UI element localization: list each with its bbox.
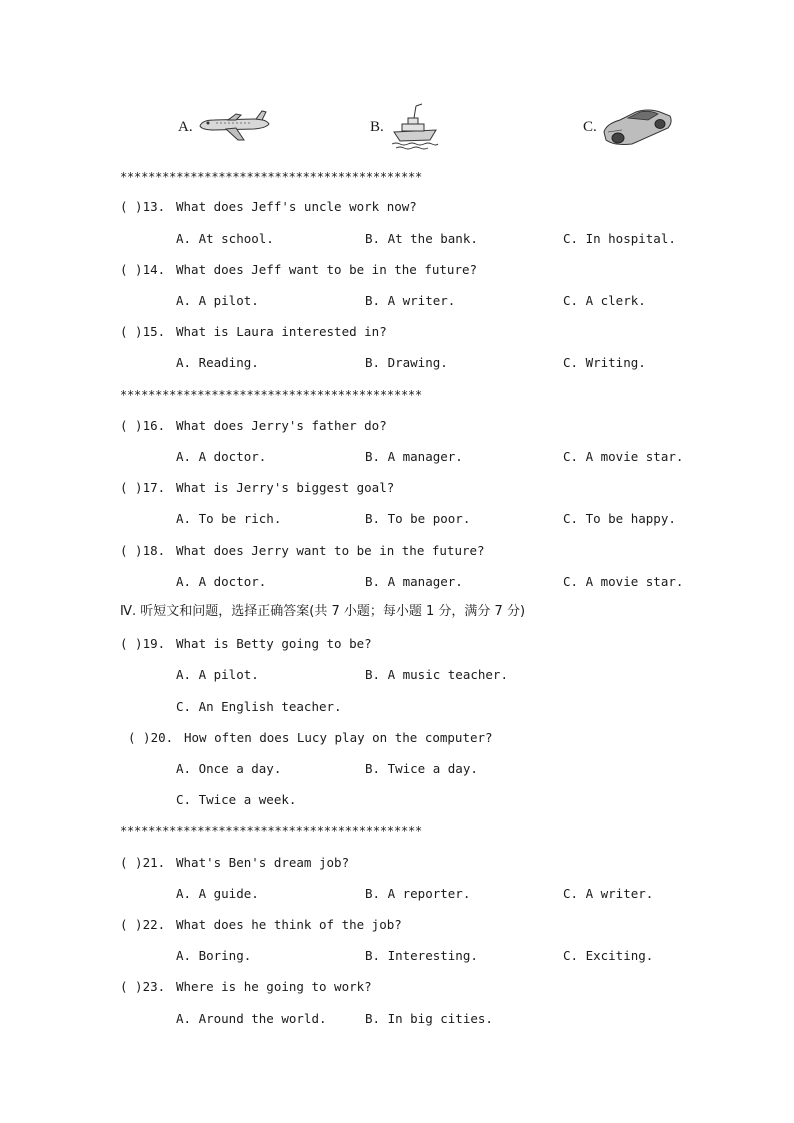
option-c: C. A movie star.: [563, 574, 684, 589]
question-text: What does he think of the job?: [176, 917, 402, 932]
question-text: What does Jerry's father do?: [176, 418, 387, 433]
option-c-label: C.: [583, 119, 597, 135]
option-c: C. Exciting.: [563, 948, 654, 963]
option-b: B. To be poor.: [365, 511, 471, 526]
option-c: C. To be happy.: [563, 511, 676, 526]
option-c: C. In hospital.: [563, 231, 676, 246]
option-a: A. A pilot.: [176, 293, 259, 308]
option-c: C. A movie star.: [563, 449, 684, 464]
option-a: A. A pilot.: [176, 667, 259, 682]
question-text: What does Jerry want to be in the future?: [176, 543, 485, 558]
option-b: B. In big cities.: [365, 1011, 493, 1026]
option-b: B. A manager.: [365, 574, 463, 589]
separator-stars: *******************************************: [120, 170, 423, 184]
question-text: What's Ben's dream job?: [176, 855, 350, 870]
airplane-icon: [196, 108, 272, 142]
option-b: B. Interesting.: [365, 948, 478, 963]
question-text: Where is he going to work?: [176, 979, 372, 994]
option-c: C. A clerk.: [563, 293, 646, 308]
answer-blank[interactable]: ( )21.: [120, 855, 166, 870]
option-a: A. A guide.: [176, 886, 259, 901]
option-b: B. At the bank.: [365, 231, 478, 246]
question-text: What does Jeff's uncle work now?: [176, 199, 417, 214]
option-a: A. A doctor.: [176, 449, 267, 464]
separator-stars: *******************************************: [120, 388, 423, 402]
option-b: B. A reporter.: [365, 886, 471, 901]
option-a: A. A doctor.: [176, 574, 267, 589]
section-title: Ⅳ. 听短文和问题，选择正确答案(共 7 小题；每小题 1 分，满分 7 分): [120, 604, 526, 619]
answer-blank[interactable]: ( )15.: [120, 324, 166, 339]
option-c: C. A writer.: [563, 886, 654, 901]
option-a: A. Around the world.: [176, 1011, 327, 1026]
option-b: B. A manager.: [365, 449, 463, 464]
option-b: B. Drawing.: [365, 355, 448, 370]
question-text: What does Jeff want to be in the future?: [176, 262, 478, 277]
answer-blank[interactable]: ( )14.: [120, 262, 166, 277]
option-b: B. A writer.: [365, 293, 456, 308]
option-a: A. At school.: [176, 231, 274, 246]
option-c: C. An English teacher.: [176, 699, 342, 714]
question-text: What is Betty going to be?: [176, 636, 372, 651]
answer-blank[interactable]: ( )17.: [120, 480, 166, 495]
question-text: How often does Lucy play on the computer?: [184, 730, 493, 745]
option-c: C. Writing.: [563, 355, 646, 370]
option-a: A. To be rich.: [176, 511, 282, 526]
option-b-label: B.: [370, 119, 384, 135]
answer-blank[interactable]: ( )13.: [120, 199, 166, 214]
separator-stars: *******************************************: [120, 824, 423, 838]
answer-blank[interactable]: ( )16.: [120, 418, 166, 433]
ship-icon: [390, 102, 440, 150]
option-a: A. Reading.: [176, 355, 259, 370]
option-a: A. Boring.: [176, 948, 252, 963]
option-a-label: A.: [178, 119, 193, 135]
answer-blank[interactable]: ( )20.: [128, 730, 174, 745]
answer-blank[interactable]: ( )18.: [120, 543, 166, 558]
answer-blank[interactable]: ( )22.: [120, 917, 166, 932]
question-text: What is Jerry's biggest goal?: [176, 480, 395, 495]
option-b: B. Twice a day.: [365, 761, 478, 776]
answer-blank[interactable]: ( )19.: [120, 636, 166, 651]
question-text: What is Laura interested in?: [176, 324, 387, 339]
option-c: C. Twice a week.: [176, 792, 297, 807]
option-b: B. A music teacher.: [365, 667, 508, 682]
answer-blank[interactable]: ( )23.: [120, 979, 166, 994]
option-a: A. Once a day.: [176, 761, 282, 776]
sports-car-icon: [602, 102, 674, 150]
